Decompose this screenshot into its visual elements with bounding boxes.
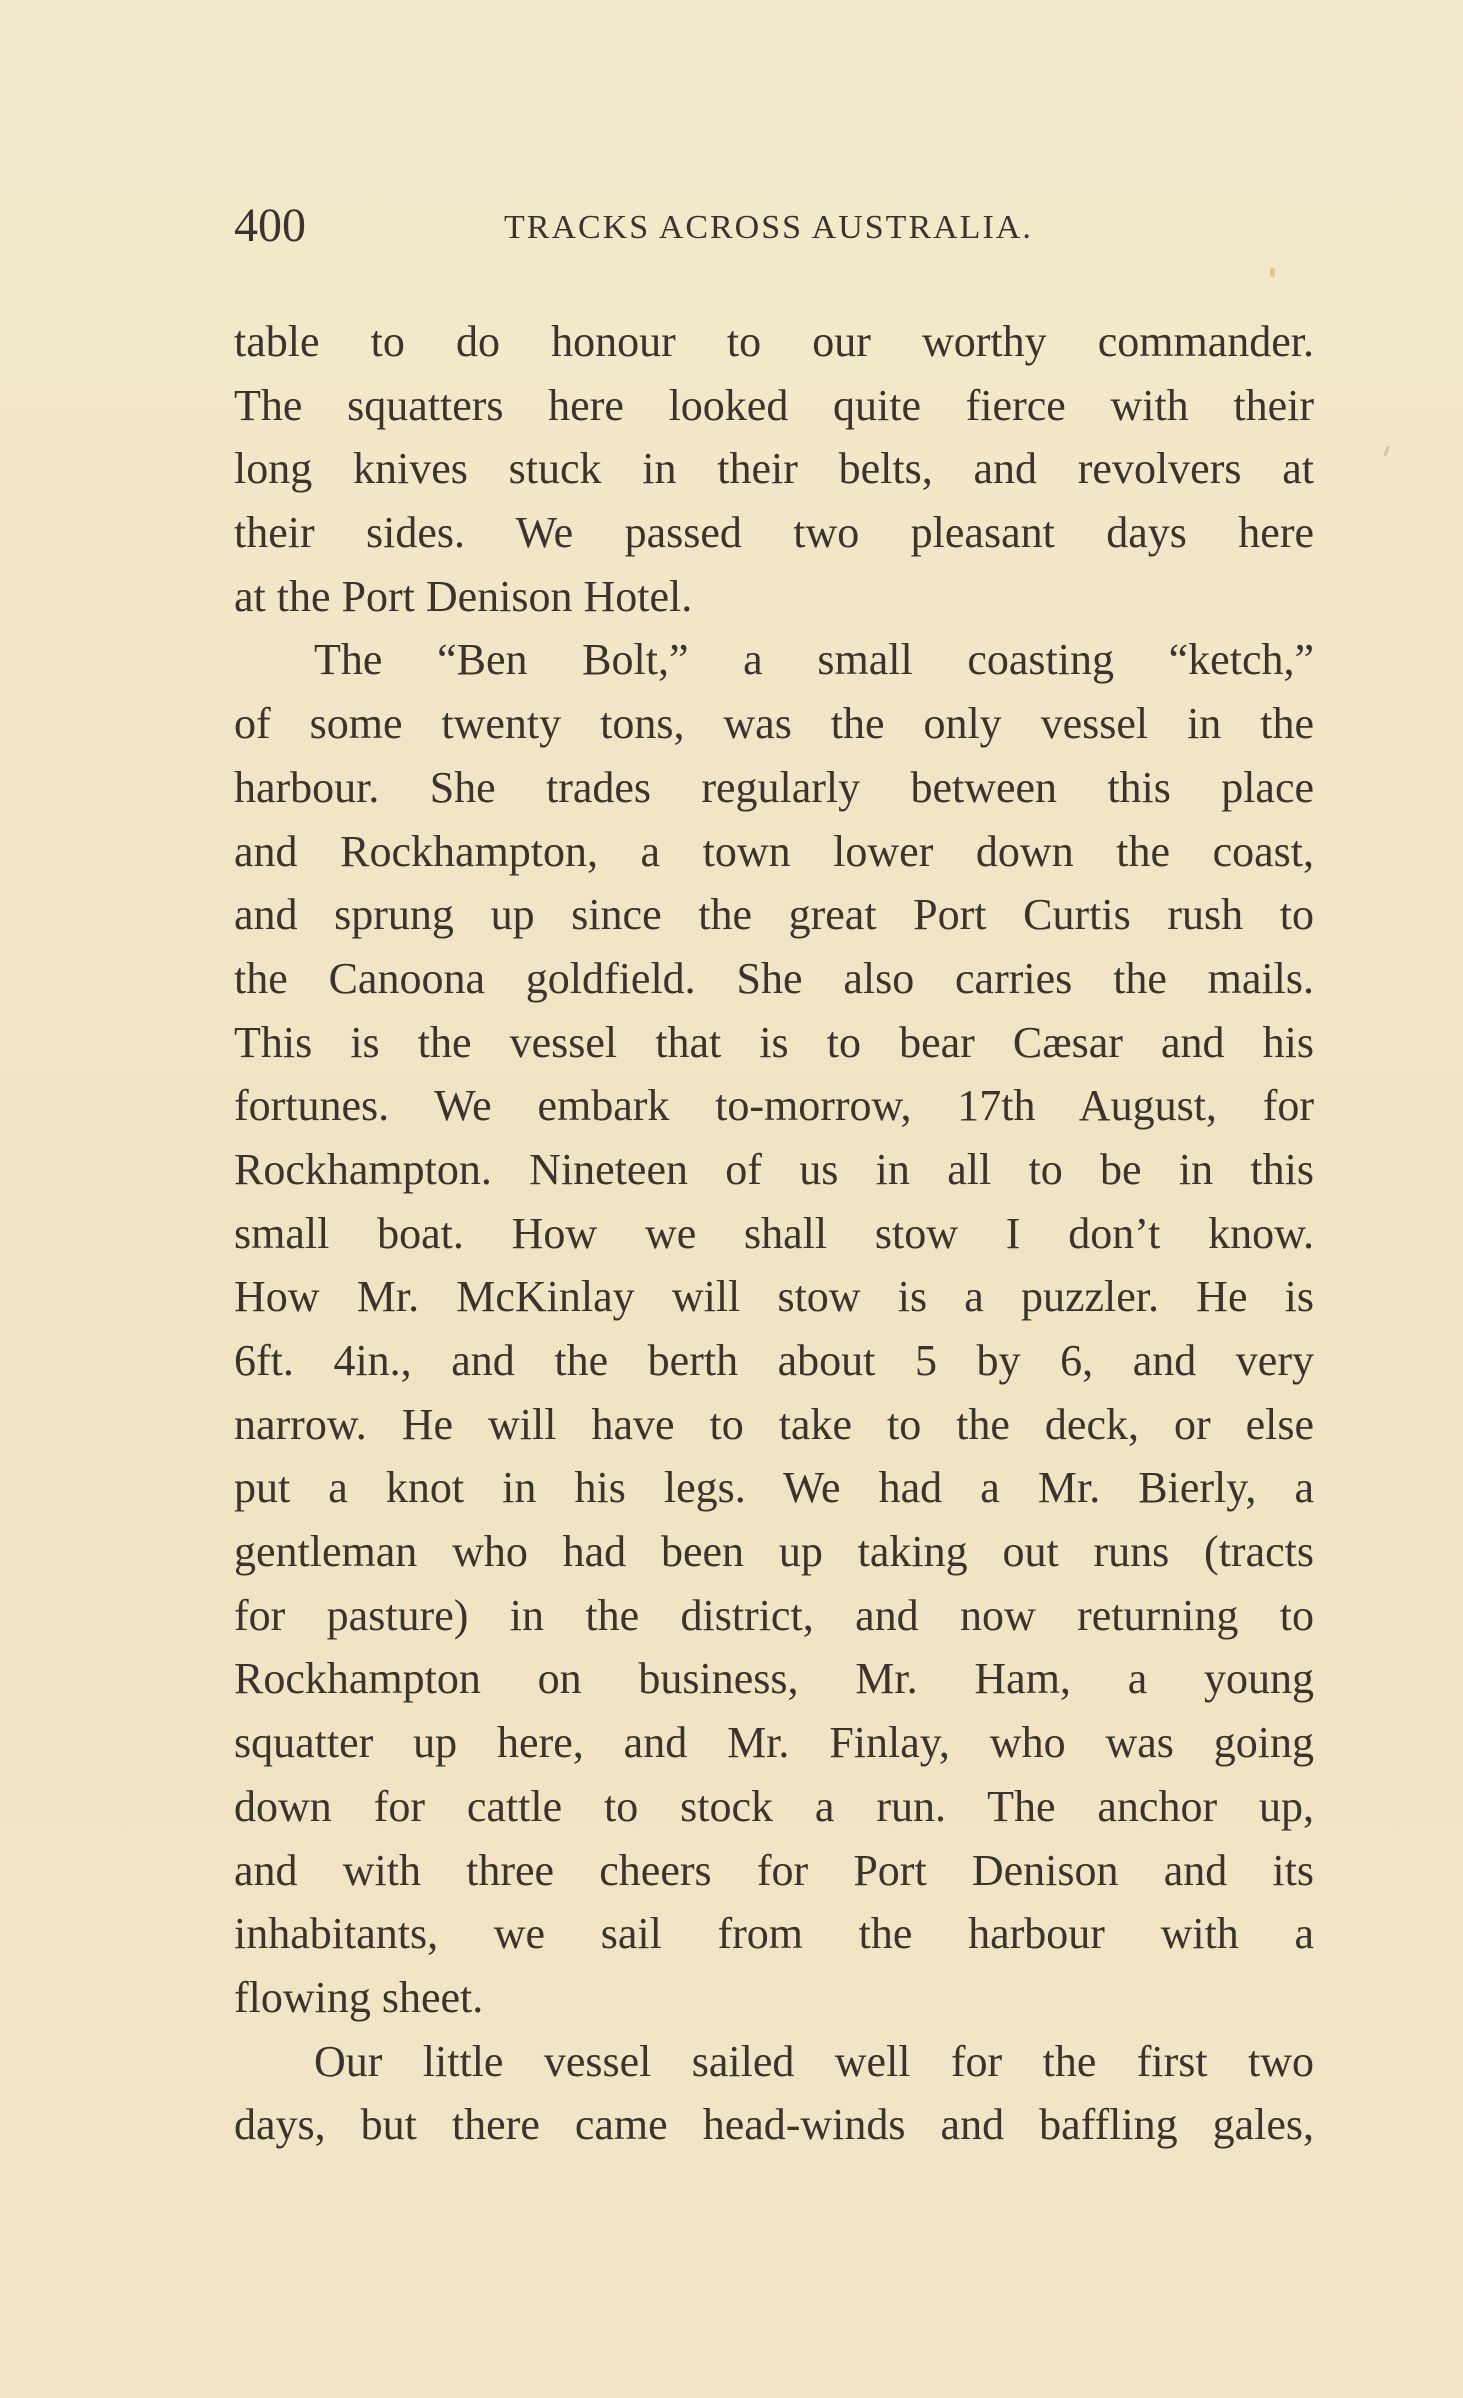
text-line: of some twenty tons, was the only vessel in the — [234, 699, 1314, 749]
text-line: Rockhampton. Nineteen of us in all to be in this — [234, 1144, 1314, 1194]
text-line: put a knot in his legs. We had a Mr. Bierly, a — [234, 1463, 1314, 1513]
text-line: fortunes. We embark to-morrow, 17th August, for — [234, 1081, 1314, 1131]
paragraph — [234, 310, 1314, 628]
running-head: TRACKS ACROSS AUSTRALIA. — [504, 209, 1033, 246]
body-text — [234, 310, 1314, 2157]
text-line: at the Port Denison Hotel. — [234, 571, 693, 621]
text-line: long knives stuck in their belts, and revolvers at — [234, 444, 1314, 494]
text-line: narrow. He will have to take to the deck, or else — [234, 1399, 1314, 1449]
text-line: Our little vessel sailed well for the first two — [314, 2036, 1314, 2086]
text-line: The squatters here looked quite fierce with their — [234, 380, 1314, 430]
text-line: This is the vessel that is to bear Cæsar and his — [234, 1017, 1314, 1067]
text-line: gentleman who had been up taking out runs (tracts — [234, 1527, 1314, 1577]
text-line: down for cattle to stock a run. The anchor up, — [234, 1781, 1314, 1831]
paper-speck — [1270, 268, 1275, 277]
text-line: flowing sheet. — [234, 1972, 484, 2022]
text-line: How Mr. McKinlay will stow is a puzzler. He is — [234, 1272, 1314, 1322]
text-line: for pasture) in the district, and now returning to — [234, 1590, 1314, 1640]
text-line: squatter up here, and Mr. Finlay, who was going — [234, 1718, 1314, 1768]
text-line: inhabitants, we sail from the harbour with a — [234, 1909, 1314, 1959]
text-line: days, but there came head-winds and baffling gales, — [234, 2100, 1314, 2150]
text-line: the Canoona goldfield. She also carries the mails. — [234, 953, 1314, 1003]
paragraph — [234, 628, 1314, 2029]
text-line: small boat. How we shall stow I don’t know. — [234, 1208, 1314, 1258]
page-number: 400 — [234, 199, 306, 252]
text-line: and with three cheers for Port Denison and its — [234, 1845, 1314, 1895]
text-line: and sprung up since the great Port Curtis rush to — [234, 890, 1314, 940]
text-line: 6ft. 4in., and the berth about 5 by 6, and very — [234, 1336, 1314, 1385]
text-line: Rockhampton on business, Mr. Ham, a young — [234, 1654, 1314, 1704]
text-line: and Rockhampton, a town lower down the coast, — [234, 826, 1314, 876]
text-line: table to do honour to our worthy commander. — [234, 317, 1314, 366]
page-header — [234, 196, 1314, 266]
paragraph — [234, 2030, 1314, 2157]
text-line: The “Ben Bolt,” a small coasting “ketch,” — [314, 635, 1314, 685]
paper-speck — [1383, 446, 1389, 456]
text-line: their sides. We passed two pleasant days here — [234, 508, 1314, 558]
text-line: harbour. She trades regularly between this place — [234, 762, 1314, 812]
